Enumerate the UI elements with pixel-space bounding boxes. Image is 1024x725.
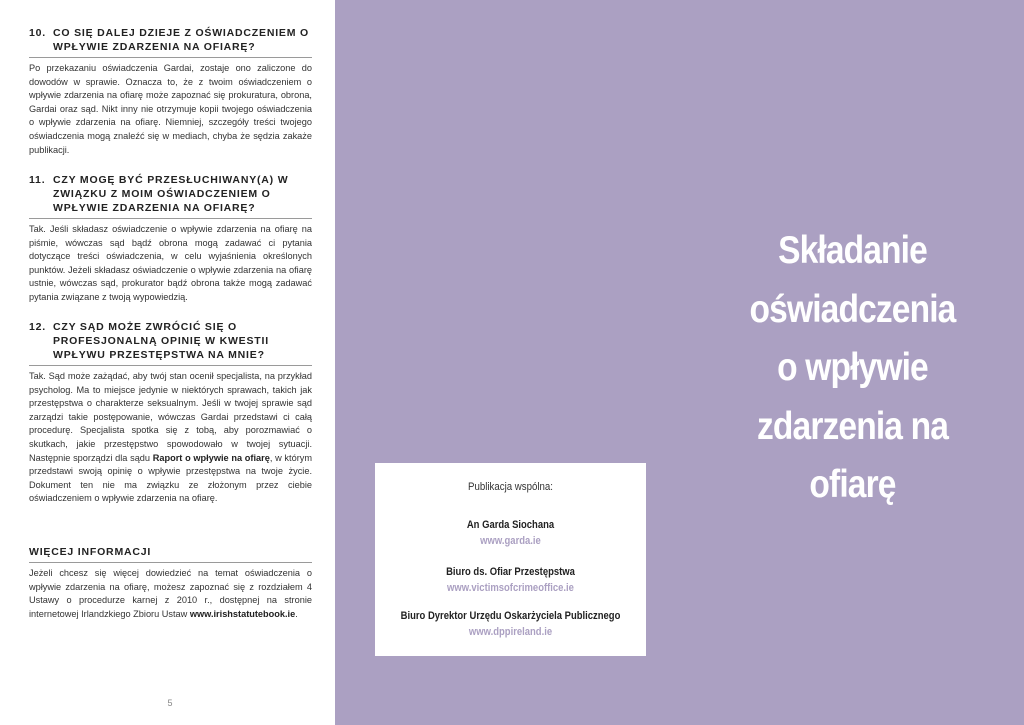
publication-label: Publikacja wspólna:: [467, 481, 554, 493]
question-11: [29, 173, 312, 305]
publisher-garda: [375, 517, 646, 549]
question-number: 11.: [29, 174, 46, 186]
publisher-dpp: [375, 608, 646, 640]
publisher-name: An Garda Siochana: [466, 519, 555, 531]
question-title: CZY SĄD MOŻE ZWRÓCIĆ SIĘ O PROFESJONALNĄ OPINIĘ W KWESTII WPŁYWU PRZESTĘPSTWA NA MNIE?: [53, 321, 269, 361]
more-info-text: Jeżeli chcesz się więcej dowiedzieć na temat oświadczenia o wpływie zdarzenia na ofiarę, możesz zapoznać się z rozdziałem 4 Ustawy o procedurze karnej z 2010 r., dostępnej na stronie internetowej Irlandzkiego Zbioru Ustaw www.irishstatutebook.ie.: [29, 568, 312, 619]
question-number: 12.: [29, 321, 46, 333]
answer-text: Tak. Sąd może zażądać, aby twój stan ocenił specjalista, na przykład psycholog. Ma to miejsce jedynie w niektórych sprawach, takich jak przestępstwa o charakterze seksualnym. Jeśli w twojej sprawie sąd zarządzi takie postępowanie, wówczas Gardai przedstawi ci całą procedurę. Specjalista spotka się z tobą, aby porozmawiać o skutkach, jakie przestępstwo spowodowało w twojej sytuacji. Następnie sporządzi dla sądu Raport o wpływie na ofiarę, w którym przedstawi swoją opinię o wpływie przestępstwa na twoje życie. Dokument ten nie ma związku ze złożonym przez ciebie oświadczeniem o wpływie zdarzenia na ofiarę.: [29, 371, 312, 504]
publisher-url[interactable]: www.garda.ie: [480, 535, 541, 547]
publication-box: [375, 463, 646, 656]
publisher-url[interactable]: www.dppireland.ie: [468, 626, 553, 638]
publisher-url[interactable]: www.victimsofcrimeoffice.ie: [447, 582, 574, 594]
question-number: 10.: [29, 27, 46, 39]
cover-title: Składanie oświadczenia o wpływie zdarzenia na ofiarę: [749, 229, 956, 506]
publisher-victims-office: [375, 564, 646, 596]
question-12: [29, 320, 312, 506]
page-number: 5: [167, 698, 173, 708]
more-info: [29, 545, 312, 621]
answer-text: Po przekazaniu oświadczenia Gardai, zostaje ono zaliczone do dowodów w sprawie. Oznacza to, że z twoim oświadczeniem o wpływie zdarzenia na ofiarę może zapoznać się prokuratura, obrona, Gardai oraz sąd. Nikt inny nie otrzymuje kopii twojego oświadczenia o wpływie zdarzenia na ofiarę. Niemniej, szczegóły treści twojego oświadczenia mogą znaleźć się w mediach, chyba że sędzia zakaże publikacji.: [29, 63, 312, 155]
question-10: [29, 26, 312, 157]
question-title: CO SIĘ DALEJ DZIEJE Z OŚWIADCZENIEM O WPŁYWIE ZDARZENIA NA OFIARĘ?: [53, 27, 309, 53]
publisher-name: Biuro Dyrektor Urzędu Oskarżyciela Publicznego: [400, 610, 621, 622]
more-info-title: WIĘCEJ INFORMACJI: [29, 546, 152, 558]
publisher-name: Biuro ds. Ofiar Przestępstwa: [446, 566, 575, 578]
report-name: Raport o wpływie na ofiarę: [152, 452, 270, 463]
statute-book-link[interactable]: www.irishstatutebook.ie: [189, 608, 296, 619]
left-page: [0, 0, 335, 725]
question-title: CZY MOGĘ BYĆ PRZESŁUCHIWANY(A) W ZWIĄZKU Z MOIM OŚWIADCZENIEM O WPŁYWIE ZDARZENIA NA OFIARĘ?: [53, 174, 289, 214]
answer-text: Tak. Jeśli składasz oświadczenie o wpływie zdarzenia na ofiarę na piśmie, wówczas sąd bądź obrona mogą zadawać ci pytania dotyczące treści oświadczenia, w celu wyjaśnienia określonych punktów. Jeżeli składasz oświadczenie o wpływie zdarzenia na ofiarę ustnie, wówczas sąd, prokurator bądź obrona także mogą zadawać pytania związane z twoją wypowiedzią.: [29, 224, 312, 302]
